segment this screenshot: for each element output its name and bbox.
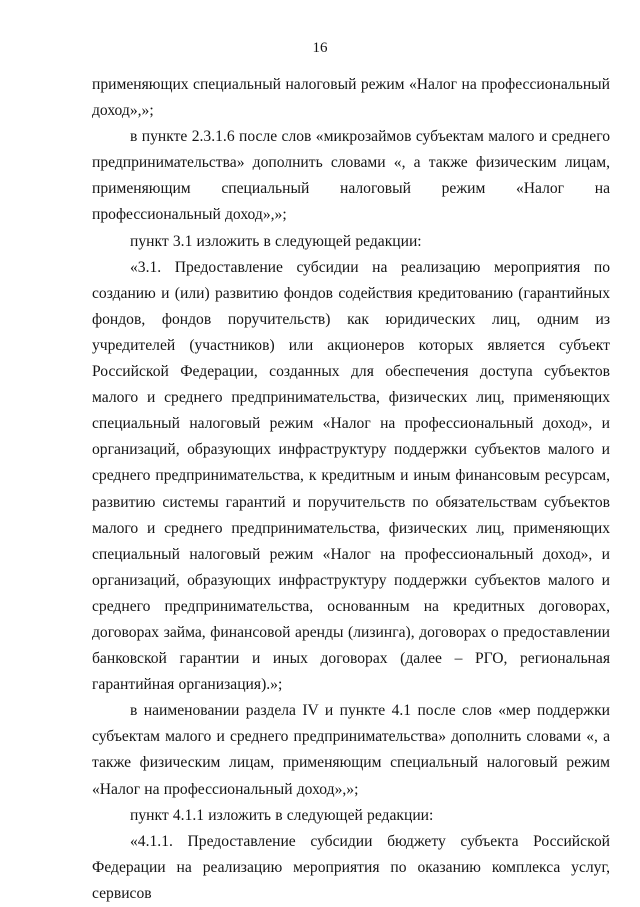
paragraph-amendment-2-3-1-6: в пункте 2.3.1.6 после слов «микрозаймов субъектам малого и среднего предпринимательства» дополнить словами «, а также физическим лицам, применяющим специальный налоговый режим «Налог на профессиональный доход»,»; [92,128,610,224]
paragraph-point-4-1-1-text: «4.1.1. Предоставление субсидии бюджету субъекта Российской Федерации на реализацию мероприятия по оказанию комплекса услуг, сервисов [92,832,610,902]
paragraph-continuation: применяющих специальный налоговый режим «Налог на профессиональный доход»,»; [92,76,610,120]
paragraph-point-3-1-intro: пункт 3.1 изложить в следующей редакции: [130,232,422,250]
document-body [92,72,610,907]
paragraph-point-4-1-1-intro: пункт 4.1.1 изложить в следующей редакции: [130,806,434,824]
page-number: 16 [312,40,328,56]
paragraph-point-3-1-text: «3.1. Предоставление субсидии на реализацию мероприятия по созданию и (или) развитию фондов содействия кредитованию (гарантийных фондов, фондов поручительств) как юридических лиц, одним из учредителей (участников) или акционеров которых является субъект Российской Федерации, созданных для обеспечения доступа субъектов малого и среднего предпринимательства, физических лиц, применяющих специальный налоговый режим «Налог на профессиональный доход», и организаций, образующих инфраструктуру поддержки субъектов малого и среднего предпринимательства, к кредитным и иным финансовым ресурсам, развитию системы гарантий и поручительств по обязательствам субъектов малого и среднего предпринимательства, физических лиц, применяющих специальный налоговый режим «Налог на профессиональный доход», и организаций, образующих инфраструктуру поддержки субъектов малого и среднего предпринимательства, основанным на кредитных договорах, договорах займа, финансовой аренды (лизинга), договорах о предоставлении банковской гарантии и иных договорах (далее – РГО, региональная гарантийная организация).»; [92,258,610,694]
paragraph-section-4-amendment: в наименовании раздела IV и пункте 4.1 после слов «мер поддержки субъектам малого и среднего предпринимательства» дополнить словами «, а также физическим лицам, применяющим специальный налоговый режим «Налог на профессиональный доход»,»; [92,702,610,798]
